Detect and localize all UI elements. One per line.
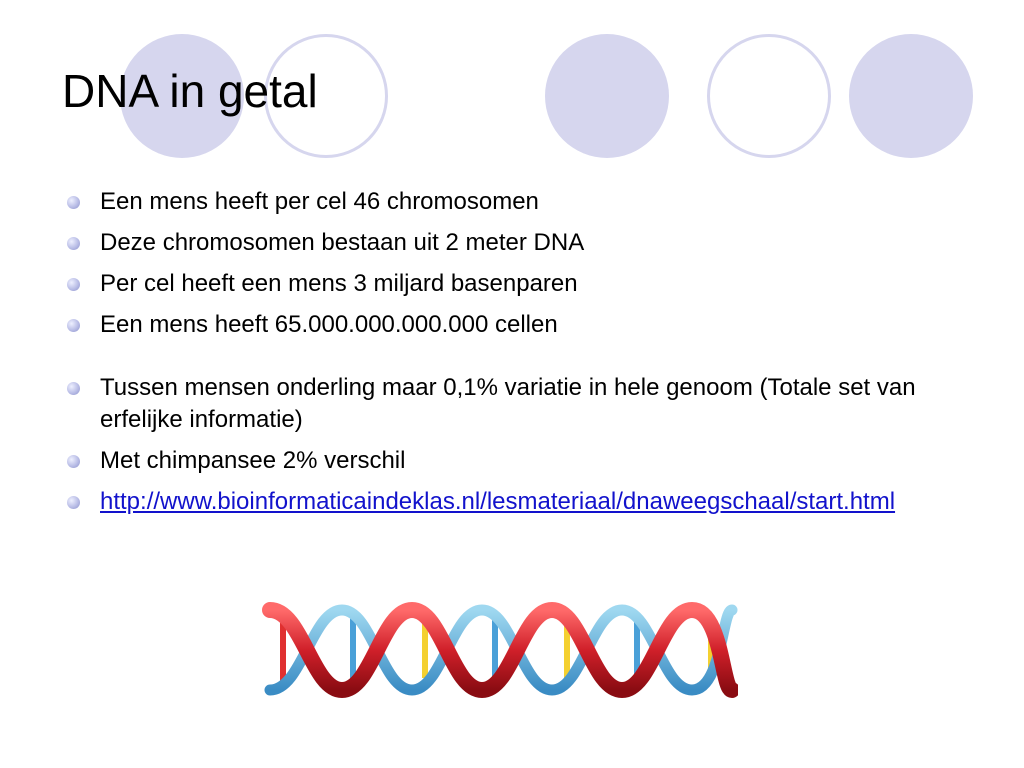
bullet-icon	[67, 237, 80, 250]
bullet-text: Per cel heeft een mens 3 miljard basenparen	[100, 270, 578, 297]
bullet-text: Een mens heeft 65.000.000.000.000 cellen	[100, 311, 558, 338]
bullet-icon	[67, 382, 80, 395]
decor-circle-4	[707, 34, 831, 158]
bullet-item	[64, 445, 964, 477]
bullet-item	[64, 268, 964, 300]
bullet-item	[64, 372, 964, 436]
bioinformatica-link[interactable]: http://www.bioinformaticaindeklas.nl/lesmateriaal/dnaweegschaal/start.html	[100, 488, 896, 515]
bullet-icon	[67, 319, 80, 332]
bullet-icon	[67, 455, 80, 468]
bullet-text: Een mens heeft per cel 46 chromosomen	[100, 188, 539, 215]
bullet-text: Met chimpansee 2% verschil	[100, 447, 406, 474]
dna-helix-image	[262, 598, 738, 702]
bullet-text: Tussen mensen onderling maar 0,1% variatie in hele genoom (Totale set van erfelijke informatie)	[100, 374, 916, 433]
bullet-text: Deze chromosomen bestaan uit 2 meter DNA	[100, 229, 585, 256]
decor-circle-5	[849, 34, 973, 158]
bullet-item	[64, 227, 964, 259]
decor-circle-3	[545, 34, 669, 158]
bullet-item	[64, 486, 964, 518]
bullet-item	[64, 186, 964, 218]
bullet-list	[64, 186, 964, 527]
bullet-icon	[67, 196, 80, 209]
slide-title: DNA in getal	[62, 65, 318, 117]
bullet-item	[64, 309, 964, 341]
bullet-icon	[67, 496, 80, 509]
bullet-icon	[67, 278, 80, 291]
